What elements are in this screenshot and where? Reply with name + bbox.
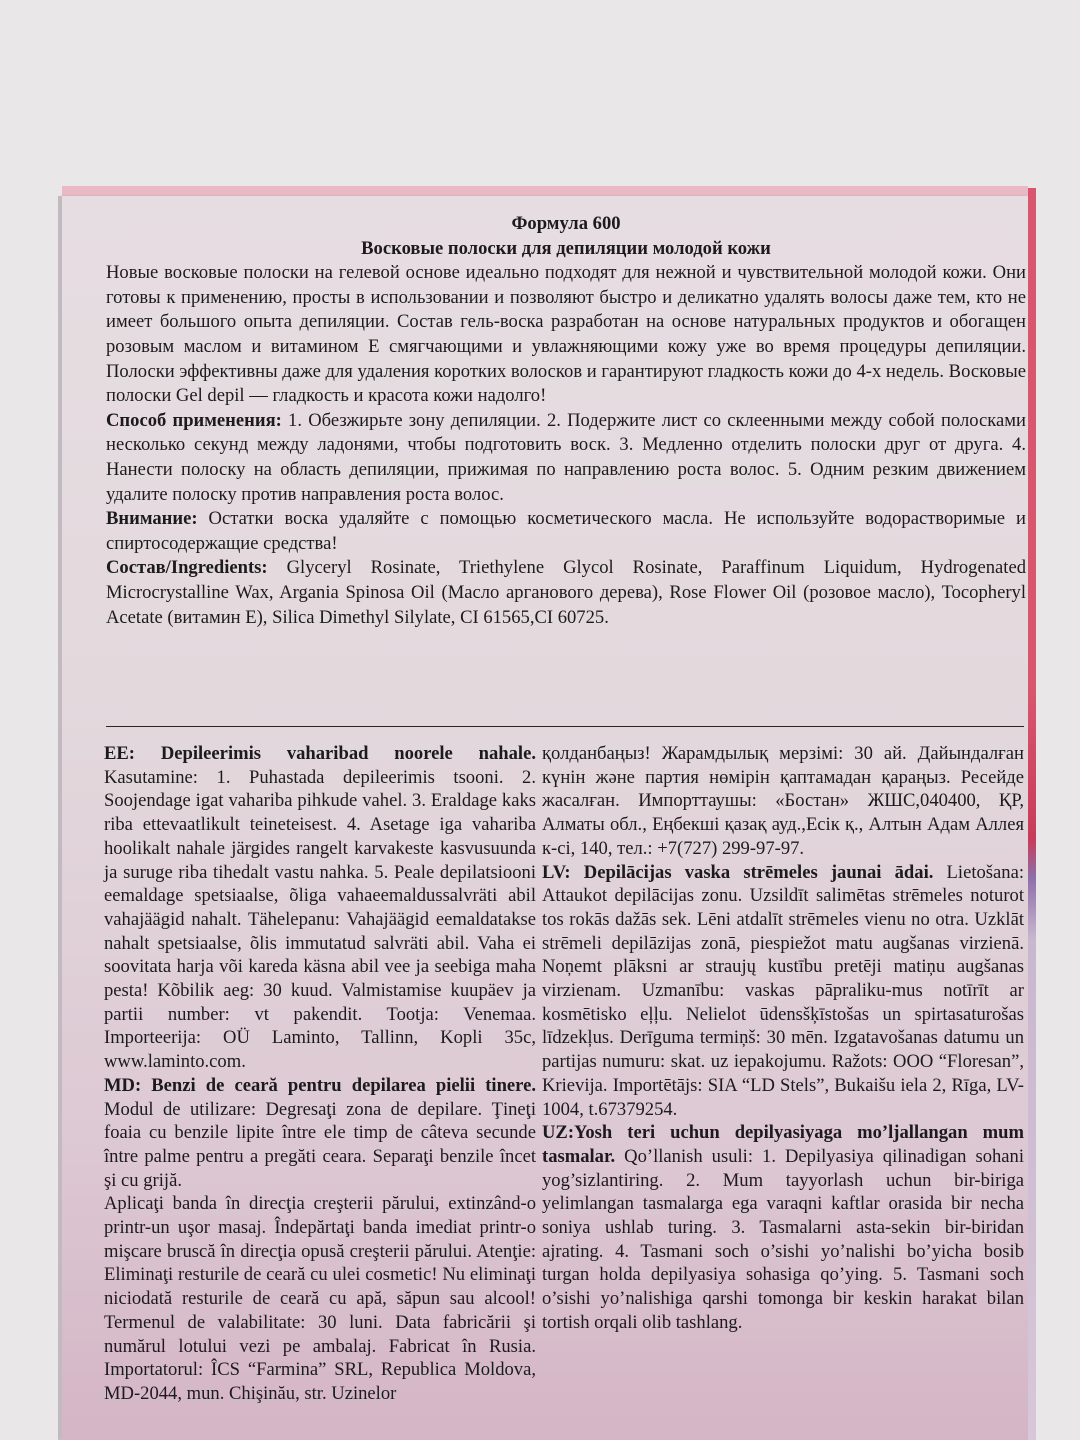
- usage-paragraph: [106, 409, 1026, 507]
- box-side-edge: [1028, 188, 1036, 1440]
- uz-text: Qo’llanish usuli: 1. Depilyasiya qilinadigan sohani yog’sizlantiring. 2. Mum tayyorlash uchun bir-biriga yelimlangan tasmalarga ega varaqni kaftlar orasida bir necha soniya ushlab turing. 3. Tasmalarni asta-sekin bir-biridan ajrating. 4. Tasmani soch o’sishi yo’nalishi bo’yicha bosib turgan holda depilyasiya sohasiga qo’ying. 5. Tasmani soch o’sishi yo’nalishiga qarshi tomonga bir keskin harakat bilan tortish orqali olib tashlang.: [542, 1145, 1024, 1333]
- ingredients-text: Glyceryl Rosinate, Triethylene Glycol Rosinate, Paraffinum Liquidum, Hydrogenated Microcrystalline Wax, Argania Spinosa Oil (Масло арганового дерева), Rose Flower Oil (розовое масло), Tocopheryl Acetate (витамин Е), Silica Dimethyl Silylate, CI 61565,CI 60725.: [106, 557, 1026, 628]
- intro-paragraph: Новые восковые полоски на гелевой основе идеально подходят для нежной и чувствительной молодой кожи. Они готовы к применению, просты в использовании и позволяют быстро и деликатно удалять волосы даже тем, кто не имеет большого опыта депиляции. Состав гель-воска разработан на основе натуральных продуктов и обогащен розовым маслом и витамином Е смягчающими и увлажняющими кожу уже во время процедуры депиляции. Полоски эффективны даже для удаления коротких волосков и гарантируют гладкость кожи до 4-х недель. Восковые полоски Gel depil — гладкость и красота кожи надолго!: [106, 262, 1026, 407]
- uz-heading: UZ:Yosh teri uchun depilyasiyaga mo’ljallangan mum tasmalar.: [542, 1122, 1024, 1167]
- lv-heading: LV: Depilācijas vaska strēmeles jaunai ādai.: [542, 861, 934, 883]
- product-title: Формула 600: [511, 213, 621, 234]
- ee-paragraph: [104, 742, 536, 1074]
- md-paragraph: [104, 1074, 536, 1193]
- russian-description-block: [106, 212, 1026, 630]
- uz-paragraph: [542, 1121, 1024, 1334]
- md-paragraph-2: Aplicaţi banda în direcţia creşterii părului, extinzând-o printr-un uşor masaj. Îndepărtaţi banda imediat printr-o mişcare bruscă în direcţia opusă creşterii părului. Atenţie: Eliminaţi resturile de ceară cu ulei cosmetic! Nu eliminaţi niciodată resturile de ceară cu apă, săpun sau alcool! Termenul de valabilitate: 30 luni. Data fabricării şi numărul lotului vezi pe ambalaj. Fabricat în Rusia. Importatorul: ÎCS “Farmina” SRL, Republica Moldova, MD-2044, mun. Chişinău, str. Uzinelor: [104, 1193, 536, 1404]
- md-text: Modul de utilizare: Degresaţi zona de depilare. Ţineţi foaia cu benzile lipite între ele timp de câteva secunde între palme pentru a pregăti ceara. Separaţi benzile încet şi cu grijă.: [104, 1098, 536, 1191]
- product-subtitle: Восковые полоски для депиляции молодой кожи: [361, 237, 771, 259]
- md-heading: MD: Benzi de ceară pentru depilarea pielii tinere.: [104, 1074, 536, 1096]
- ingredients-paragraph: [106, 556, 1026, 630]
- lv-text: Lietošana: Attaukot depilācijas zonu. Uzsildīt salimētas strēmeles noturot tos rokās dažās sek. Lēni atdalīt strēmeles vienu no otra. Uzklāt strēmeli depilāzijas zonā, piespiežot matu augšanas virzienā. Noņemt plāksni ar straujų kustību pretēji matiņu augšanas virzienam. Uzmanību: vaskas pāpraliku-mus notīrīt ar kosmētisko eļļu. Nelielot ūdensšķīstošas un spirtasaturošas līdzekļus. Derīguma termiņš: 30 mēn. Izgatavošanas datumu un partijas numuru: skat. uz iepakojumu. Ražots: OOO “Floresan”, Krievija. Importētājs: SIA “LD Stels”, Bukaišu iela 2, Rīga, LV-1004, t.67379254.: [542, 861, 1024, 1120]
- usage-text: 1. Обезжирьте зону депиляции. 2. Подержите лист со склеенными между собой полосками несколько секунд между ладонями, чтобы подготовить воск. 3. Медленно отделить полоски друг от друга. 4. Нанести полоску на область депиляции, прижимая по направлению роста волос. 5. Одним резким движением удалите полоску против направления роста волос.: [106, 409, 1026, 505]
- section-divider: [106, 726, 1024, 727]
- left-column: [104, 742, 536, 1406]
- ee-heading: EE: Depileerimis vaharibad noorele nahale.: [104, 743, 536, 764]
- usage-label: Способ применения:: [106, 409, 282, 431]
- warning-label: Внимание:: [106, 508, 198, 530]
- kz-paragraph: қолданбаңыз! Жарамдылық мерзімі: 30 ай. Дайындалған күнін және партия нөмірін қаптамадан қараңыз. Ресейде жасалған. Импорттаушы: «Бостан» ЖШС,040400, ҚР, Алматы обл., Еңбекші қазақ ауд.,Есік қ., Алтын Адам Аллея к-сі, 140, тел.: +7(727) 299-97-97.: [542, 743, 1024, 859]
- lv-paragraph: [542, 861, 1024, 1122]
- warning-text: Остатки воска удаляйте с помощью косметического масла. Не используйте водорастворимые и спиртосодержащие средства!: [106, 508, 1026, 554]
- ee-text: Kasutamine: 1. Puhastada depileerimis tsooni. 2. Soojendage igat vahariba pihkude vahel. 3. Eraldage kaks riba ettevaatlikult teineteisest. 4. Asetage iga vahariba hoolikalt nahale järgides rangelt karvakeste kasvusuunda ja suruge riba tihedalt vastu nahka. 5. Peale depilatsiooni eemaldage spetsiaalse, õliga vahaeemaldussalvräti abil vahajäägid nahalt. Tähelepanu: Vahajäägid eemaldatakse nahalt spetsiaalse, õlis immutatud salvräti abil. Vaha ei soovitata harja või kareda käsna abil vee ja seebiga maha pesta! Kõbilik aeg: 30 kuud. Valmistamise kuupäev ja partii number: vt pakendit. Tootja: Venemaa. Importeerija: OÜ Laminto, Tallinn, Kopli 35c, www.laminto.com.: [104, 766, 536, 1073]
- ingredients-label: Состав/Ingredients:: [106, 557, 268, 579]
- warning-paragraph: [106, 507, 1026, 556]
- right-column: [542, 742, 1024, 1335]
